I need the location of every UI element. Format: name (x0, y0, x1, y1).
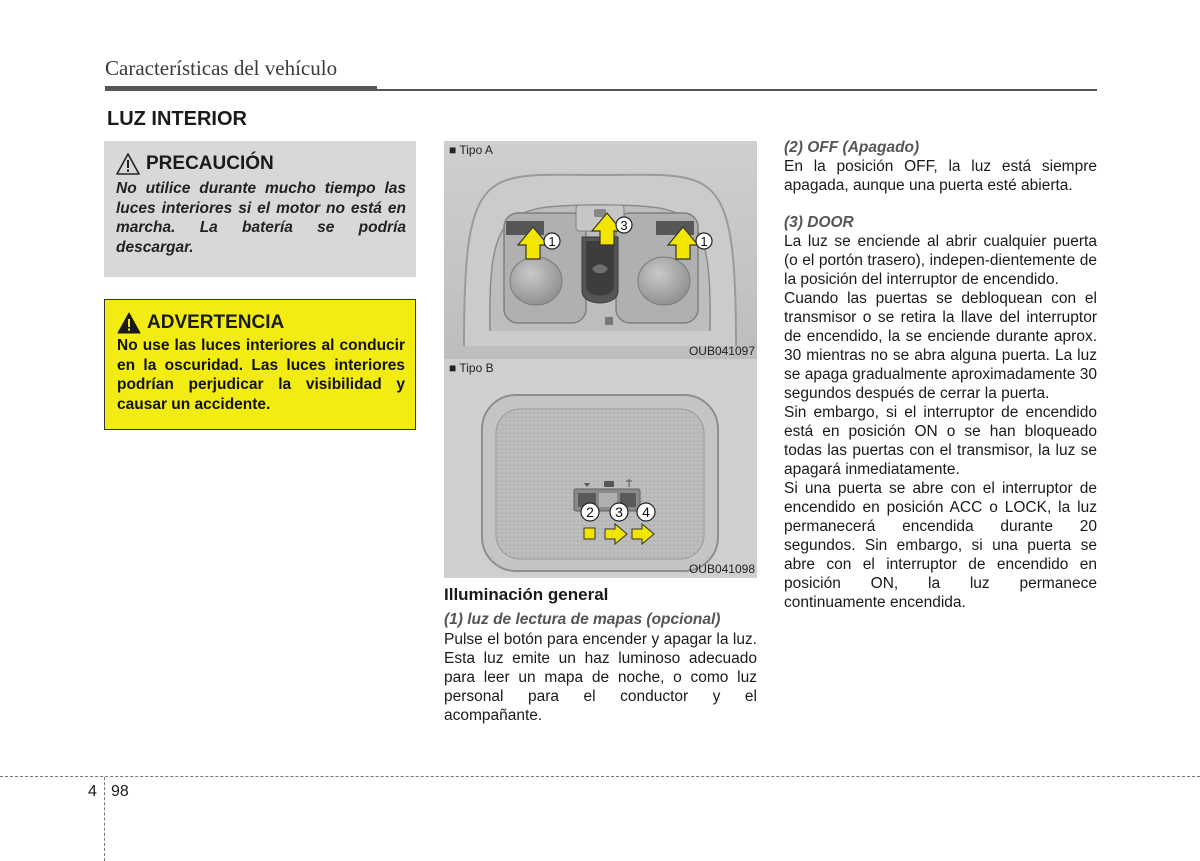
chapter-number: 4 (88, 783, 97, 800)
section-title: LUZ INTERIOR (107, 108, 247, 130)
overhead-console-type-a-illustration (444, 141, 757, 360)
door-subheading: (3) DOOR (784, 214, 854, 231)
caution-text: No utilice durante mucho tiempo las luces interiores si el motor no está en marcha. La batería se podría descargar. (116, 180, 406, 256)
page-number: 98 (111, 783, 129, 800)
caution-title: PRECAUCIÓN (146, 153, 274, 174)
general-text: Pulse el botón para encender y apagar la luz. Esta luz emite un haz luminoso adecuado para leer un mapa de noche, o como luz personal para el conductor y el acompañante. (444, 631, 757, 724)
callout-a-1-left: 1 (548, 234, 556, 249)
caution-title-row (116, 153, 406, 175)
figure-b-code: OUB041098 (688, 562, 755, 576)
warning-title: ADVERTENCIA (147, 312, 285, 333)
door-paragraph-1: La luz se enciende al abrir cualquier puerta (o el portón trasero), indepen-dientemente de la posición del interruptor de encendido. (784, 233, 1097, 288)
callout-b-4: 4 (642, 504, 650, 520)
callout-a-3: 3 (620, 218, 628, 233)
figure-a-code: OUB041097 (688, 344, 755, 358)
warning-title-row (117, 312, 405, 334)
footer-rule (0, 776, 1200, 777)
caution-triangle-icon (116, 153, 140, 175)
caution-box (104, 141, 416, 277)
overhead-lamp-type-b-illustration (444, 359, 757, 578)
callout-b-3: 3 (615, 504, 623, 520)
header-rule (105, 86, 1097, 92)
running-header: Características del vehículo (105, 56, 338, 80)
off-text: En la posición OFF, la luz está siempre apagada, aunque una puerta esté abierta. (784, 158, 1097, 194)
door-paragraph-3: Sin embargo, si el interruptor de encendido está en posición ON o se han bloqueado todas las puertas con el transmisor, la luz se apagará inmediatamente. (784, 404, 1097, 478)
position-marker-2 (584, 528, 595, 539)
warning-text: No use las luces interiores al conducir en la oscuridad. Las luces interiores podrían perjudicar la visibilidad y causar un accidente. (117, 337, 405, 413)
callout-b-2: 2 (586, 504, 594, 520)
figure-a-type-label: ■ Tipo A (449, 143, 493, 157)
figure-type-a (444, 141, 757, 360)
footer-vertical-rule (104, 777, 105, 861)
warning-box (104, 299, 416, 430)
figure-b-type-label: ■ Tipo B (449, 361, 494, 375)
general-subheading: (1) luz de lectura de mapas (opcional) (444, 611, 721, 628)
right-column (784, 138, 1097, 612)
figure-type-b (444, 359, 757, 578)
callout-a-1-right: 1 (700, 234, 708, 249)
warning-triangle-icon (117, 312, 141, 334)
door-paragraph-4: Si una puerta se abre con el interruptor de encendido en posición ACC o LOCK, la luz permanecerá encendida durante 20 segundos. Sin embargo, si una puerta se abre con el interruptor de encendido en posición ON, la luz permanece continuamente encendida. (784, 480, 1097, 611)
general-heading: Illuminación general (444, 585, 609, 604)
door-paragraph-2: Cuando las puertas se debloquean con el transmisor o se retira la llave del interruptor de encendido, la se enciende durante aprox. 30 mientras no se abra alguna puerta. La luz se apaga gradualmente aproximadamente 30 segundos después de cerrar la puerta. (784, 290, 1097, 402)
off-subheading: (2) OFF (Apagado) (784, 139, 920, 156)
